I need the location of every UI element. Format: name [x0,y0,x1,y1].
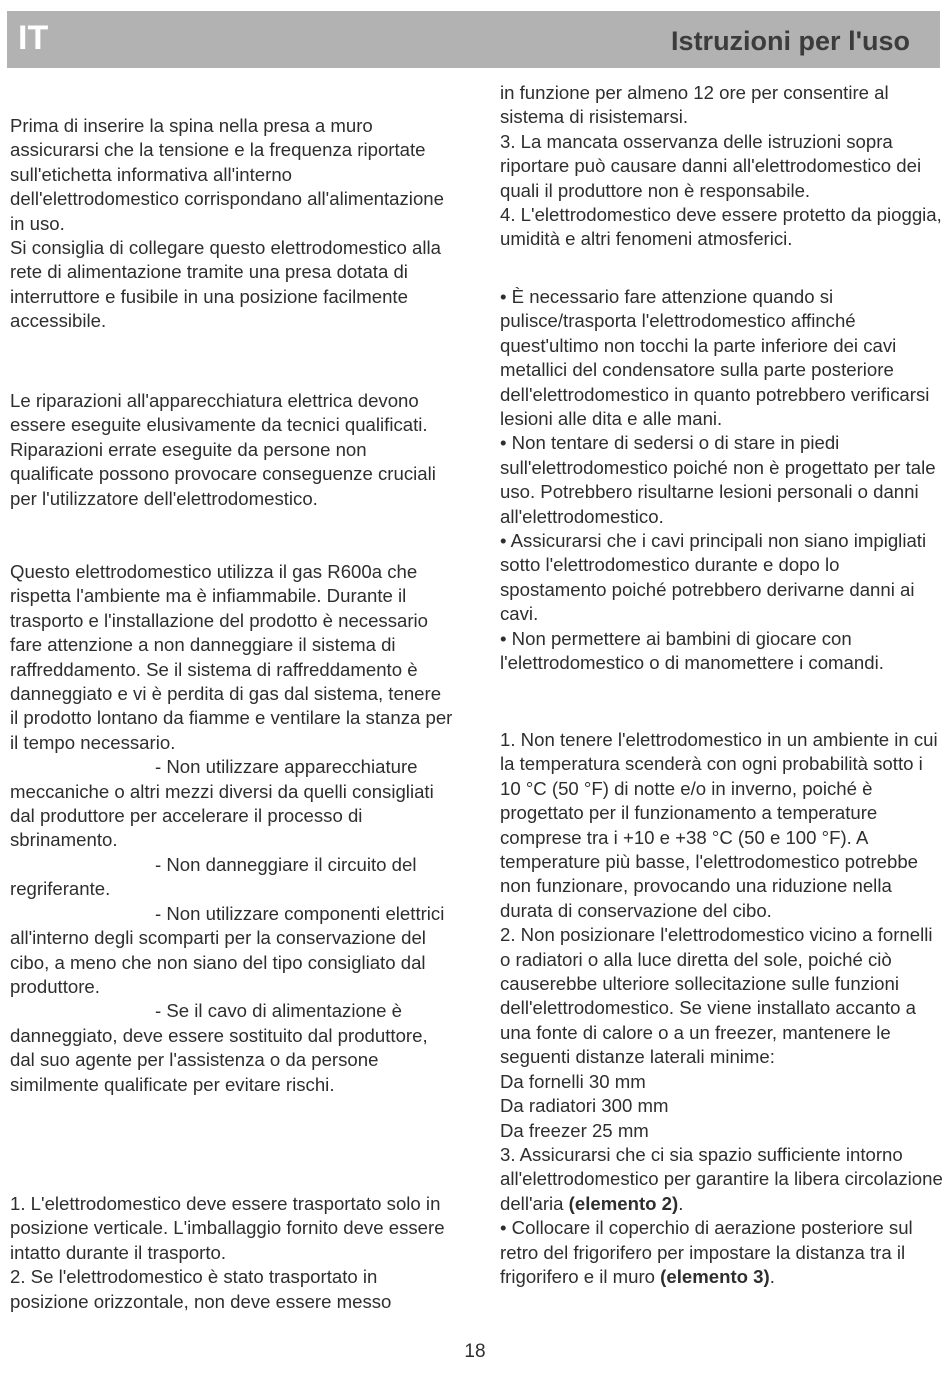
distance-radiators: Da radiatori 300 mm [500,1095,669,1117]
paragraph-transport-2: 2. Se l'elettrodomestico è stato trasportato in posizione orizzontale, non deve essere messo [10,1266,392,1312]
right-column-bullets [500,285,945,676]
bullet-condenser: • È necessario fare attenzione quando si pulisce/trasporta l'elettrodomestico affinché quest'ultimo non tocchi la parte inferiore dei cavi metallici del condensatore sulla parte posteriore dell'elettrodomestico in quanto potrebbero verificarsi lesioni alle dita e alle mani. [500,286,930,430]
bullet-ventilation-cover [500,1216,945,1289]
ventilation-cover-end: . [769,1265,775,1287]
distance-freezer: Da freezer 25 mm [500,1119,649,1141]
bullet-cables: • Assicurarsi che i cavi principali non siano impigliati sotto l'elettrodomestico durante e dopo lo spostamento poiché potrebbero derivarne danni ai cavi. [500,530,927,625]
paragraph-voltage-check: Prima di inserire la spina nella presa a muro assicurarsi che la tensione e la frequenza riportate sull'etichetta informativa all'interno dell'elettrodomestico corrispondano all'alimentazione in uso. [10,115,444,234]
paragraph-electrical-components: - Non utilizzare componenti elettrici all'interno degli scomparti per la conservazione del cibo, a meno che non siano del tipo consigliato dal produttore. [10,902,445,997]
paragraph-heat-sources: 2. Non posizionare l'elettrodomestico vicino a fornelli o radiatori o alla luce diretta del sole, poiché ciò causerebbe ulteriore sollecitazione sulle funzioni dell'elettrodomestico. Se viene installato accanto a una fonte di calore o a un freezer, mantenere le seguenti distanze laterali minime: [500,924,933,1068]
left-column-gas [10,560,454,1097]
right-column-installation [500,728,945,1289]
paragraph-power-cord: - Se il cavo di alimentazione è danneggiato, deve essere sostituito dal produttore, dal suo agente per l'assistenza o da persone similmente qualificate per evitare rischi. [10,1000,428,1095]
element-3-reference: (elemento 3) [660,1265,770,1287]
paragraph-socket-advice: Si consiglia di collegare questo elettrodomestico alla rete di alimentazione tramite una presa dotata di interruttore e fusibile in una posizione facilmente accessibile. [10,237,441,332]
page-title: Istruzioni per l'uso [671,26,910,56]
paragraph-transport-3: 3. La mancata osservanza delle istruzioni sopra riportare può causare danni all'elettrodomestico dei quali il produttore non è responsabile. [500,130,922,201]
paragraph-transport-1: 1. L'elettrodomestico deve essere trasportato solo in posizione verticale. L'imballaggio fornito deve essere intatto durante il trasporto. [10,1193,445,1263]
paragraph-refrigerant-circuit: - Non danneggiare il circuito del regriferante. [10,853,417,900]
bullet-children: • Non permettere ai bambini di giocare con l'elettrodomestico o di manomettere i comandi. [500,627,884,674]
paragraph-transport-2-cont: in funzione per almeno 12 ore per consentire al sistema di risistemarsi. [500,82,889,128]
page-number: 18 [464,1341,486,1362]
left-column-repairs [10,389,454,511]
paragraph-defrost-warning: - Non utilizzare apparecchiature meccaniche o altri mezzi diversi da quelli consigliati dal produttore per accelerare il processo di sbrinamento. [10,756,434,851]
left-column-transport [10,1192,454,1314]
language-code: IT [18,19,49,57]
air-circulation-text: 3. Assicurarsi che ci sia spazio sufficiente intorno all'elettrodomestico per garantire la libera circolazione dell'aria [500,1143,943,1214]
paragraph-temperature: 1. Non tenere l'elettrodomestico in un ambiente in cui la temperatura scenderà con ogni probabilità sotto i 10 °C (50 °F) di notte e/o in inverno, poiché è progettato per il funzionamento a temperature comprese tra i +10 e +38 °C (50 e 100 °F). A temperature più basse, l'elettrodomestico potrebbe non funzionare, provocando una riduzione nella durata di conservazione del cibo. [500,729,938,921]
element-2-reference: (elemento 2) [568,1192,679,1214]
paragraph-gas-r600a: Questo elettrodomestico utilizza il gas R600a che rispetta l'ambiente ma è infiammabile. Durante il trasporto e l'installazione del prodotto è necessario fare attenzione a non danneggiare il sistema di raffreddamento. Se il sistema di raffreddamento è danneggiato e vi è perdita di gas dal sistema, tenere il prodotto lontano da fiamme e ventilare la stanza per il tempo necessario. [10,561,453,753]
page-header [7,11,940,68]
paragraph-repairs: Le riparazioni all'apparecchiatura elettrica devono essere eseguite elusivamente da tecnici qualificati. Riparazioni errate eseguite da persone non qualificate possono provocare conseguenze cruciali per l'utilizzatore dell'elettrodomestico. [10,390,436,509]
distance-stoves: Da fornelli 30 mm [500,1070,646,1092]
paragraph-transport-4: 4. L'elettrodomestico deve essere protetto da pioggia, umidità e altri fenomeni atmosferici. [500,204,942,250]
left-column [10,114,454,334]
right-column-top [500,81,945,252]
paragraph-air-circulation [500,1143,945,1216]
air-circulation-end: . [678,1192,684,1214]
bullet-no-sitting: • Non tentare di sedersi o di stare in piedi sull'elettrodomestico poiché non è progettato per tale uso. Potrebbero risultarne lesioni personali o danni all'elettrodomestico. [500,432,936,527]
ventilation-cover-text: • Collocare il coperchio di aerazione posteriore sul retro del frigorifero per impostare la distanza tra il frigorifero e il muro [500,1217,913,1287]
